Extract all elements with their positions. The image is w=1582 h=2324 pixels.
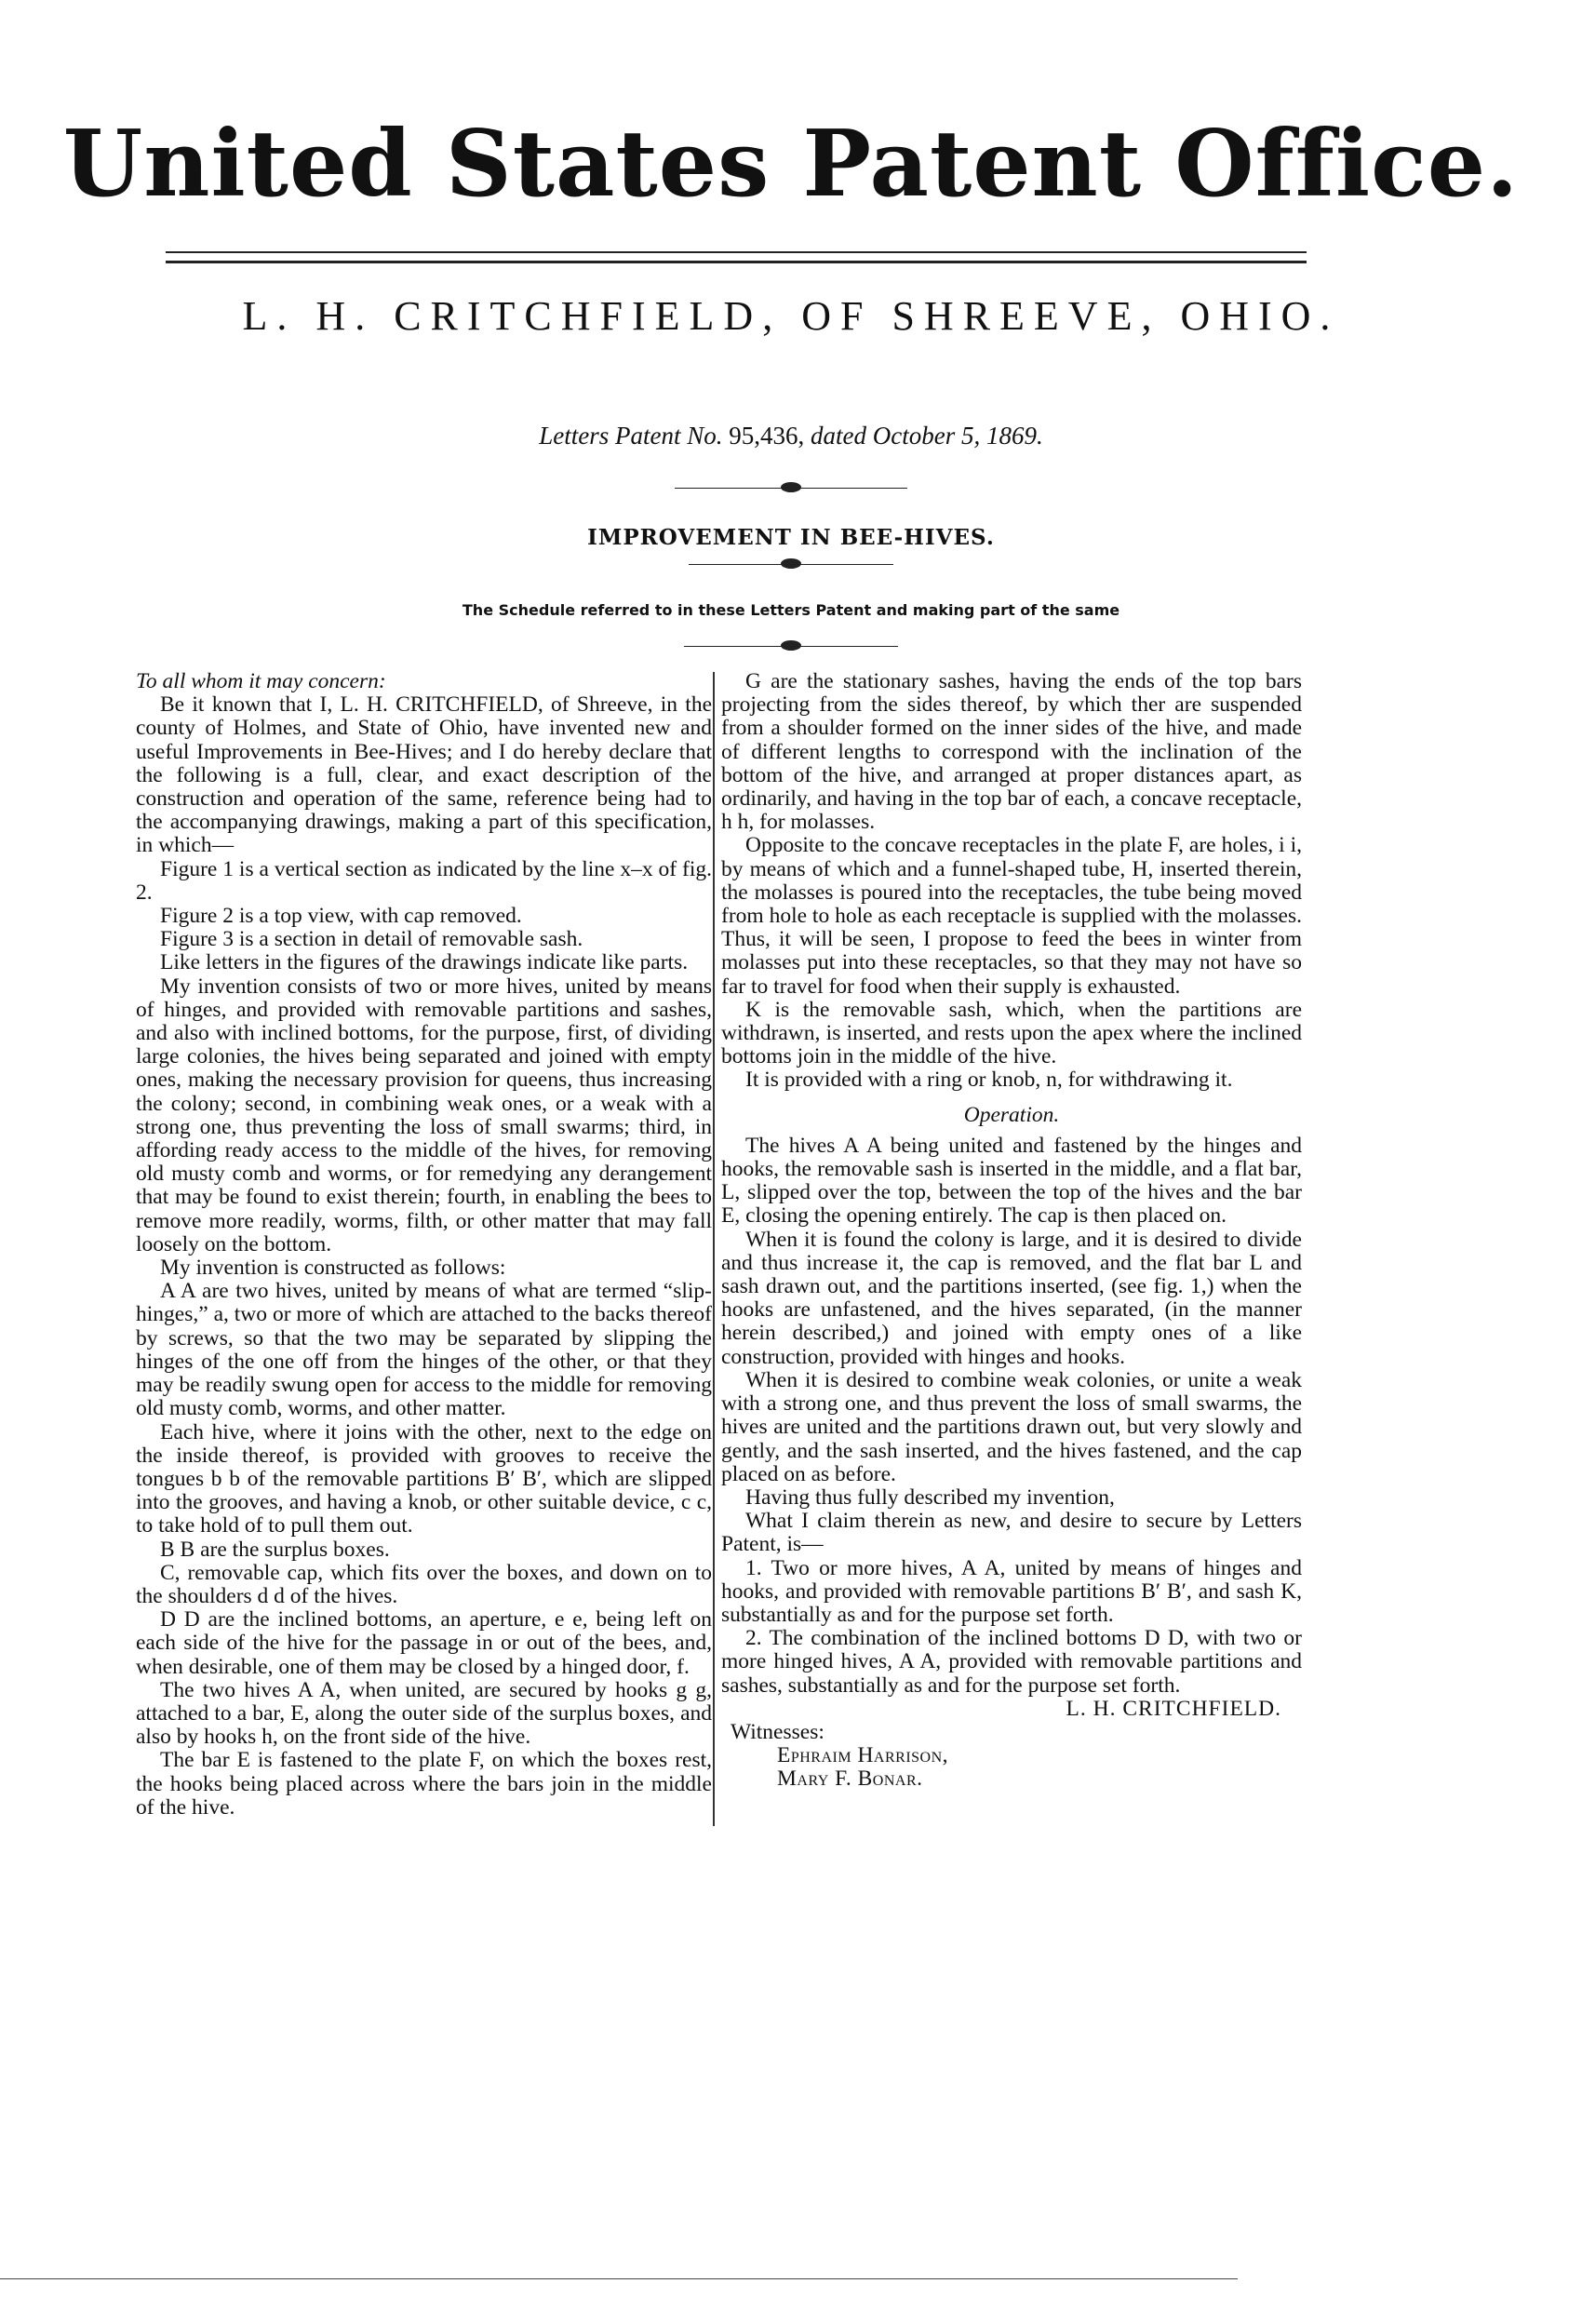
paragraph: Figure 1 is a vertical section as indicated by the line x–x of fig. 2.	[136, 856, 712, 905]
column-divider	[713, 672, 715, 1826]
patent-prefix: Letters Patent No.	[539, 422, 723, 450]
witness-name: Ephraim Harrison,	[777, 1743, 949, 1768]
paragraph: G are the stationary sashes, having the ends of the top bars projecting from the sides thereof, by which ther are suspended from a shoulder formed on the inner sides of the hive, and made of different lengths to correspond with the inclination of the bottom of the hive, and arranged at proper distances apart, as ordinarily, and having in the top bar of each, a concave receptacle, h h, for molasses.	[721, 669, 1302, 835]
paragraph: Having thus fully described my invention,	[745, 1484, 1115, 1510]
inventor-signature: L. H. CRITCHFIELD.	[1066, 1696, 1281, 1721]
paragraph: When it is found the colony is large, and it is desired to divide and thus increase it, the cap is removed, and the flat bar L and sash drawn out, and the partitions inserted, (see fig. 1,) when the hooks are unfastened, and the hives separated, (in the manner herein described,) and joined with empty ones of a like construction, provided with hinges and hooks.	[721, 1227, 1302, 1369]
paragraph: D D are the inclined bottoms, an aperture, e e, being left on each side of the hive for the passage in or out of the bees, and, when desirable, one of them may be closed by a hinged door, f.	[136, 1607, 712, 1679]
paragraph: Opposite to the concave receptacles in the plate F, are holes, i i, by means of which and a funnel-shaped tube, H, inserted therein, the molasses is poured into the receptacles, the tube being moved from hole to hole as each receptacle is supplied with the molasses. Thus, it will be seen, I propose to feed the bees in winter from molasses put into these receptacles, so that they may not have so far to travel for food when their supply is exhausted.	[721, 833, 1302, 999]
paragraph: C, removable cap, which fits over the boxes, and down on to the shoulders d d of the hives.	[136, 1560, 712, 1608]
paragraph: My invention consists of two or more hives, united by means of hinges, and provided with removable partitions and sashes, and also with inclined bottoms, for the purpose, first, of dividing large colonies, the hives being separated and joined with empty ones, making the necessary provision for queens, thus increasing the colony; second, in combining weak ones, or a weak with a strong one, thus preventing the loss of small swarms; third, in affording ready access to the middle of the hives, for removing old musty comb and worms, or for remedying any derangement that may be found to exist therein; fourth, in enabling the bees to remove more readily, worms, filth, or other matter that may fall loosely on the bottom.	[136, 974, 712, 1256]
witness-name: Mary F. Bonar.	[777, 1767, 923, 1792]
masthead-rule-thick	[166, 261, 1307, 263]
paragraph: Each hive, where it joins with the other, next to the edge on the inside thereof, is provided with grooves to receive the tongues b b of the removable partitions B′ B′, which are slipped into the grooves, and having a knob, or other suitable device, c c, to take hold of to pull them out.	[136, 1419, 712, 1538]
paragraph: The hives A A being united and fastened by the hinges and hooks, the removable sash is inserted in the middle, and a flat bar, L, slipped over the top, between the top of the hives and the bar E, closing the opening entirely. The cap is then placed on.	[721, 1133, 1302, 1229]
paragraph: Be it known that I, L. H. CRITCHFIELD, of Shreeve, in the county of Holmes, and State of Ohio, have invented new and useful Improvements in Bee-Hives; and I do hereby declare that the following is a full, clear, and exact description of the construction and operation of the same, reference being had to the accompanying drawings, making a part of this specification, in which—	[136, 692, 712, 858]
office-masthead: United States Patent Office.	[62, 111, 1520, 218]
patent-date: dated October 5, 1869.	[811, 422, 1043, 450]
patent-number-line	[0, 423, 1582, 449]
paragraph: It is provided with a ring or knob, n, for withdrawing it.	[745, 1068, 1233, 1093]
ornament-divider-3	[684, 646, 898, 647]
paragraph: The two hives A A, when united, are secured by hooks g g, attached to a bar, E, along the outer side of the surplus boxes, and also by hooks h, on the front side of the hive.	[136, 1677, 712, 1750]
inventor-line: L. H. CRITCHFIELD, OF SHREEVE, OHIO.	[242, 293, 1340, 339]
paragraph: Like letters in the figures of the drawings indicate like parts.	[160, 950, 689, 975]
salutation: To all whom it may concern:	[136, 669, 386, 693]
witnesses-label: Witnesses:	[731, 1719, 825, 1744]
patent-number: 95,436,	[729, 422, 805, 450]
paragraph: What I claim therein as new, and desire to secure by Letters Patent, is—	[721, 1509, 1302, 1557]
schedule-line: The Schedule referred to in these Letters Patent and making part of the same	[462, 601, 1120, 619]
ornament-divider-2	[689, 564, 893, 565]
paragraph: The bar E is fastened to the plate F, on which the boxes rest, the hooks being placed across where the bars join in the middle of the hive.	[136, 1748, 712, 1820]
claim: 2. The combination of the inclined bottoms D D, with two or more hinged hives, A A, provided with removable partitions and sashes, substantially as and for the purpose set forth.	[721, 1626, 1302, 1698]
paragraph: Figure 3 is a section in detail of removable sash.	[160, 927, 583, 952]
paragraph: When it is desired to combine weak colonies, or unite a weak with a strong one, and thus prevent the loss of small swarms, the hives are united and the partitions drawn out, but very slowly and gently, and the sash inserted, and the hives fastened, and the cap placed on as before.	[721, 1367, 1302, 1486]
paragraph: A A are two hives, united by means of what are termed “slip-hinges,” a, two or more of which are attached to the backs thereof by screws, so that the two may be separated by slipping the hinges of the one off from the hinges of the other, or that they may be readily swung open for access to the middle for removing old musty comb, worms, and other matter.	[136, 1279, 712, 1421]
left-column	[136, 670, 712, 1820]
operation-heading: Operation.	[963, 1102, 1060, 1127]
paragraph: My invention is constructed as follows:	[160, 1256, 506, 1281]
right-column	[721, 670, 1302, 1792]
ornament-divider-1	[675, 488, 907, 489]
paragraph: K is the removable sash, which, when the partitions are withdrawn, is inserted, and rests upon the apex where the inclined bottoms join in the middle of the hive.	[721, 997, 1302, 1069]
paragraph: B B are the surplus boxes.	[160, 1537, 390, 1562]
claim: 1. Two or more hives, A A, united by means of hinges and hooks, and provided with removable partitions B′ B′, and sash K, substantially as and for the purpose set forth.	[721, 1555, 1302, 1627]
masthead-rule-thin	[166, 251, 1307, 253]
patent-title: IMPROVEMENT IN BEE-HIVES.	[587, 525, 995, 550]
paragraph: Figure 2 is a top view, with cap removed.	[160, 904, 522, 929]
footer-rule	[0, 2278, 1238, 2279]
